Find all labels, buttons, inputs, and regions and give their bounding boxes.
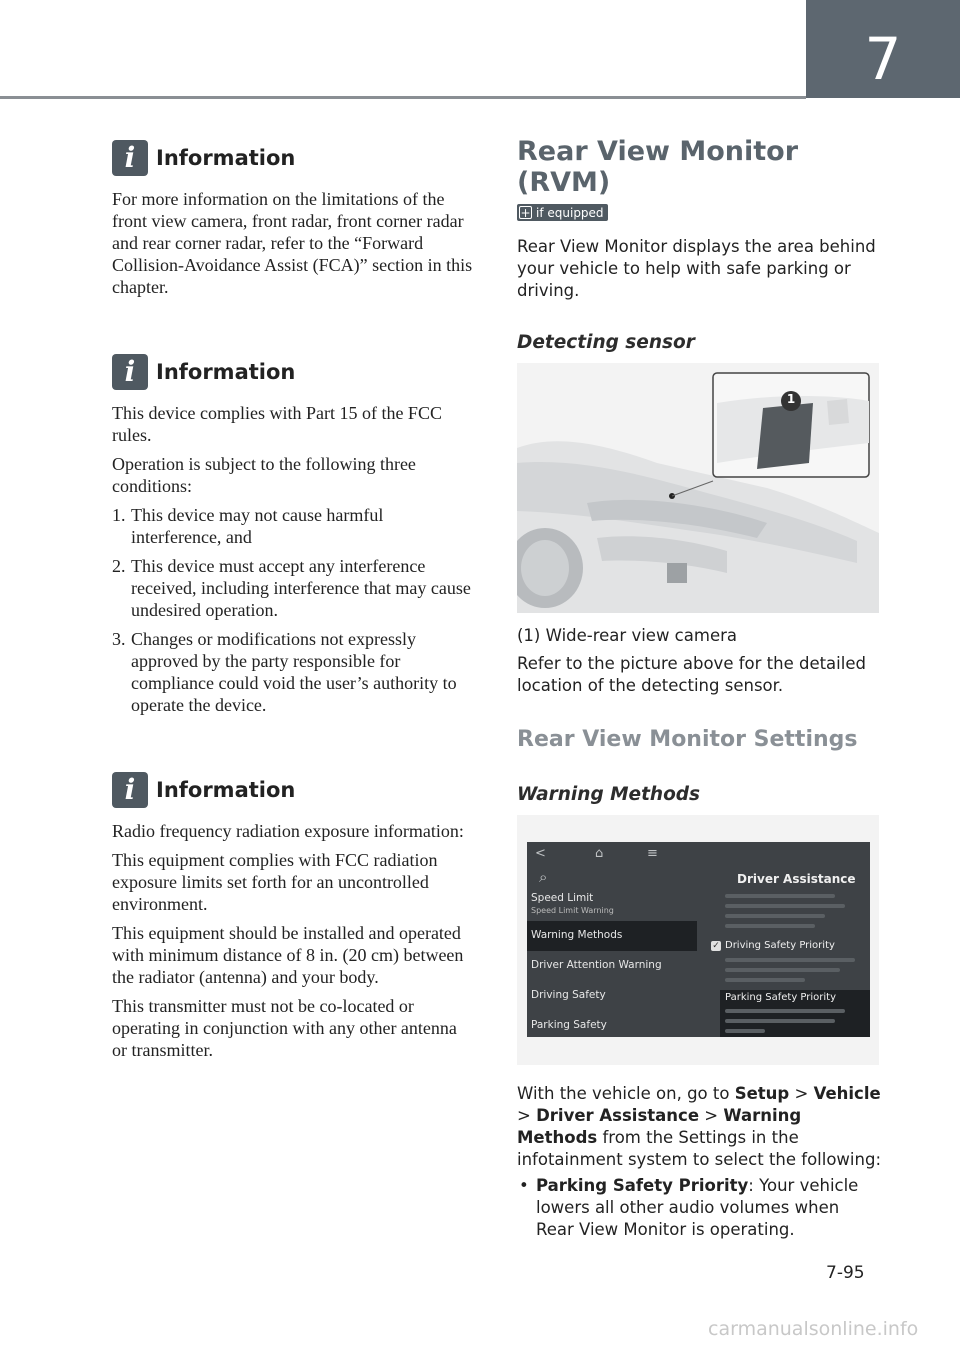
- info-paragraph: This equipment should be installed and operated with minimum distance of 8 in. (20 cm) between the radiator (antenna) and your body.: [112, 923, 464, 987]
- info-paragraph: Operation is subject to the following three conditions:: [112, 454, 416, 496]
- info-block-limitations: [112, 140, 474, 298]
- info-icon: i: [112, 140, 148, 176]
- home-icon: ⌂: [595, 846, 604, 861]
- info-paragraph: For more information on the limitations of the front view camera, front radar, front corner radar and rear corner radar, refer to the “Forward Collision-Avoidance Assist (FCA)” section in this chapter.: [112, 189, 473, 297]
- infotainment-screen: [527, 842, 870, 1037]
- info-icon: i: [112, 772, 148, 808]
- if-equipped-badge: [517, 204, 608, 221]
- instr-vehicle: Vehicle: [813, 1084, 881, 1103]
- info-heading: [112, 140, 474, 176]
- section-title: Rear View Monitor (RVM): [517, 136, 799, 198]
- conditions-list: [112, 504, 474, 716]
- info-title: Information: [156, 778, 296, 802]
- blurred-text: [725, 968, 840, 972]
- info-heading: [112, 354, 474, 390]
- instr-setup: Setup: [734, 1084, 790, 1103]
- list-number: 3.: [112, 629, 126, 649]
- option-driving-safety: Driving Safety Priority: [725, 940, 835, 951]
- left-column: [112, 140, 474, 1113]
- callout-number: 1: [786, 392, 796, 406]
- menu-item-driver-attention: Driver Attention Warning: [531, 959, 662, 971]
- menu-item-warning-methods: Warning Methods: [531, 929, 623, 941]
- infotainment-screenshot: [517, 815, 879, 1065]
- warning-methods-heading: Warning Methods: [517, 784, 701, 805]
- back-icon: <: [535, 846, 546, 861]
- blurred-text: [725, 958, 855, 962]
- car-rear-illustration: [517, 363, 879, 613]
- info-paragraph: This transmitter must not be co-located or operating in conjunction with any other antenna or transmitter.: [112, 996, 457, 1060]
- menu-subitem: Speed Limit Warning: [531, 906, 614, 915]
- info-heading: [112, 772, 474, 808]
- caption-detail: Refer to the picture above for the detailed location of the detecting sensor.: [517, 654, 866, 695]
- blurred-text: [725, 1019, 835, 1023]
- instr-driver-assistance: Driver Assistance: [536, 1106, 700, 1125]
- list-text: This device may not cause harmful interference, and: [131, 505, 384, 547]
- list-text: Changes or modifications not expressly approved by the party responsible for compliance could void the user’s authority to operate the device.: [131, 629, 457, 715]
- menu-icon: ≡: [647, 846, 658, 861]
- search-icon: ⌕: [539, 868, 548, 886]
- badge-label: if equipped: [536, 205, 604, 220]
- instr-sep: >: [517, 1106, 537, 1125]
- blurred-text: [725, 1029, 765, 1033]
- option-parking-safety: Parking Safety Priority: [725, 992, 837, 1003]
- instr-sep: >: [789, 1084, 814, 1103]
- instr-text: from the Settings in the infotainment system to select the following:: [517, 1128, 881, 1169]
- panel-title: Driver Assistance: [737, 872, 856, 886]
- blurred-text: [725, 978, 805, 982]
- header-rule: [0, 96, 806, 99]
- right-column: [517, 136, 882, 1249]
- blurred-text: [725, 914, 825, 918]
- checkbox-checked: ✓: [712, 941, 720, 951]
- car-rear-drawing: [517, 363, 879, 613]
- settings-heading: Rear View Monitor Settings: [517, 727, 858, 752]
- info-paragraph: This equipment complies with FCC radiation exposure limits set forth for an uncontrolled environment.: [112, 850, 438, 914]
- info-block-radiation: [112, 772, 474, 1061]
- instr-text: With the vehicle on, go to: [517, 1084, 735, 1103]
- info-paragraph: Radio frequency radiation exposure information:: [112, 821, 464, 841]
- list-text: This device must accept any interference received, including interference that may cause undesired operation.: [131, 556, 471, 620]
- instructions-paragraph: [517, 1083, 882, 1171]
- page-number: 7-95: [826, 1263, 865, 1283]
- info-block-fcc: [112, 354, 474, 716]
- instr-warning-methods: Warning Methods: [517, 1106, 802, 1147]
- info-title: Information: [156, 360, 296, 384]
- plus-icon: +: [520, 206, 531, 220]
- menu-item-parking-safety: Parking Safety: [531, 1019, 607, 1031]
- bullet-text: : Your vehicle lowers all other audio volumes when Rear View Monitor is operating.: [536, 1176, 859, 1239]
- bullet-item: [517, 1175, 882, 1241]
- chapter-tab: 7: [806, 0, 960, 98]
- list-item: [112, 504, 474, 548]
- list-number: 2.: [112, 556, 126, 576]
- info-paragraph: This device complies with Part 15 of the FCC rules.: [112, 403, 442, 445]
- list-number: 1.: [112, 505, 126, 525]
- list-item: [112, 555, 474, 621]
- info-title: Information: [156, 146, 296, 170]
- intro-paragraph: Rear View Monitor displays the area behind your vehicle to help with safe parking or driving.: [517, 237, 876, 300]
- menu-item-speed-limit: Speed Limit: [531, 892, 594, 904]
- bullet-term: Parking Safety Priority: [536, 1176, 749, 1195]
- menu-item-driving-safety: Driving Safety: [531, 989, 606, 1001]
- blurred-text: [725, 1009, 845, 1013]
- watermark: carmanualsonline.info: [708, 1318, 919, 1340]
- blurred-text: [725, 924, 815, 928]
- instr-sep: >: [699, 1106, 724, 1125]
- figure-caption: (1) Wide-rear view camera: [517, 626, 737, 645]
- blurred-text: [725, 904, 845, 908]
- info-icon: i: [112, 354, 148, 390]
- detecting-sensor-heading: Detecting sensor: [517, 332, 695, 353]
- list-item: [112, 628, 474, 716]
- blurred-text: [725, 894, 835, 898]
- bullet-dot: •: [519, 1176, 529, 1195]
